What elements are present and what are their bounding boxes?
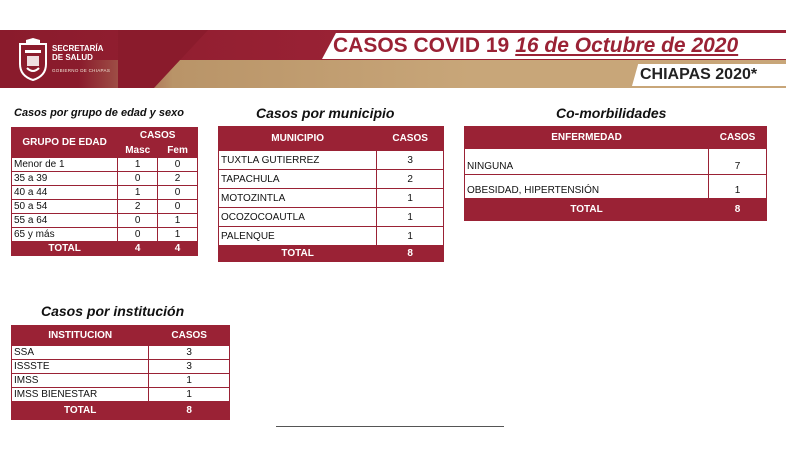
table-row: MOTOZINTLA 1	[219, 189, 444, 208]
table-row: 65 y más 0 1	[12, 228, 198, 242]
page-title	[333, 34, 738, 58]
footer-rule	[276, 426, 504, 427]
table-row: 50 a 54 2 0	[12, 200, 198, 214]
comorb-table	[464, 126, 767, 221]
total-row: TOTAL 8	[12, 402, 230, 420]
total-row: TOTAL 4 4	[12, 242, 198, 256]
table-row: IMSS 1	[12, 374, 230, 388]
col-casos: CASOS	[149, 326, 230, 346]
table-row: 35 a 39 0 2	[12, 172, 198, 186]
table-row: NINGUNA 7	[465, 149, 767, 175]
table-row: PALENQUE 1	[219, 227, 444, 246]
col-casos: CASOS	[709, 127, 767, 149]
header-banner	[0, 30, 786, 90]
table-row: SSA 3	[12, 346, 230, 360]
municipio-table	[218, 126, 444, 262]
table-row: OCOZOCOAUTLA 1	[219, 208, 444, 227]
table-row: 40 a 44 1 0	[12, 186, 198, 200]
col-masc: Masc	[118, 143, 158, 158]
table-row: 55 a 64 0 1	[12, 214, 198, 228]
title-prefix: CASOS COVID 19	[333, 34, 510, 57]
total-row: TOTAL 8	[219, 246, 444, 262]
table-row: ISSSTE 3	[12, 360, 230, 374]
state-label: CHIAPAS 2020*	[640, 66, 758, 83]
table-row: OBESIDAD, HIPERTENSIÓN 1	[465, 175, 767, 199]
col-fem: Fem	[158, 143, 198, 158]
col-grupo-edad: GRUPO DE EDAD	[12, 128, 118, 158]
municipio-section-title: Casos por municipio	[256, 105, 395, 121]
col-casos: CASOS	[118, 128, 198, 143]
institucion-section-title: Casos por institución	[41, 303, 185, 319]
table-row: IMSS BIENESTAR 1	[12, 388, 230, 402]
col-enfermedad: ENFERMEDAD	[465, 127, 709, 149]
total-row: TOTAL 8	[465, 199, 767, 221]
col-casos: CASOS	[377, 127, 444, 151]
edad-section-title: Casos por grupo de edad y sexo	[14, 107, 184, 119]
institucion-table	[11, 325, 230, 420]
table-row: Menor de 1 1 0	[12, 158, 198, 172]
table-row: TAPACHULA 2	[219, 170, 444, 189]
title-date: 16 de Octubre de 2020	[515, 34, 739, 57]
edad-table	[11, 127, 198, 256]
org-government: GOBIERNO DE CHIAPAS	[52, 68, 111, 73]
col-institucion: INSTITUCION	[12, 326, 149, 346]
table-row: TUXTLA GUTIERREZ 3	[219, 151, 444, 170]
coat-of-arms-icon	[16, 38, 50, 82]
col-municipio: MUNICIPIO	[219, 127, 377, 151]
org-name: SECRETARÍA DE SALUD	[52, 44, 104, 62]
comorb-section-title: Co-morbilidades	[556, 105, 667, 121]
